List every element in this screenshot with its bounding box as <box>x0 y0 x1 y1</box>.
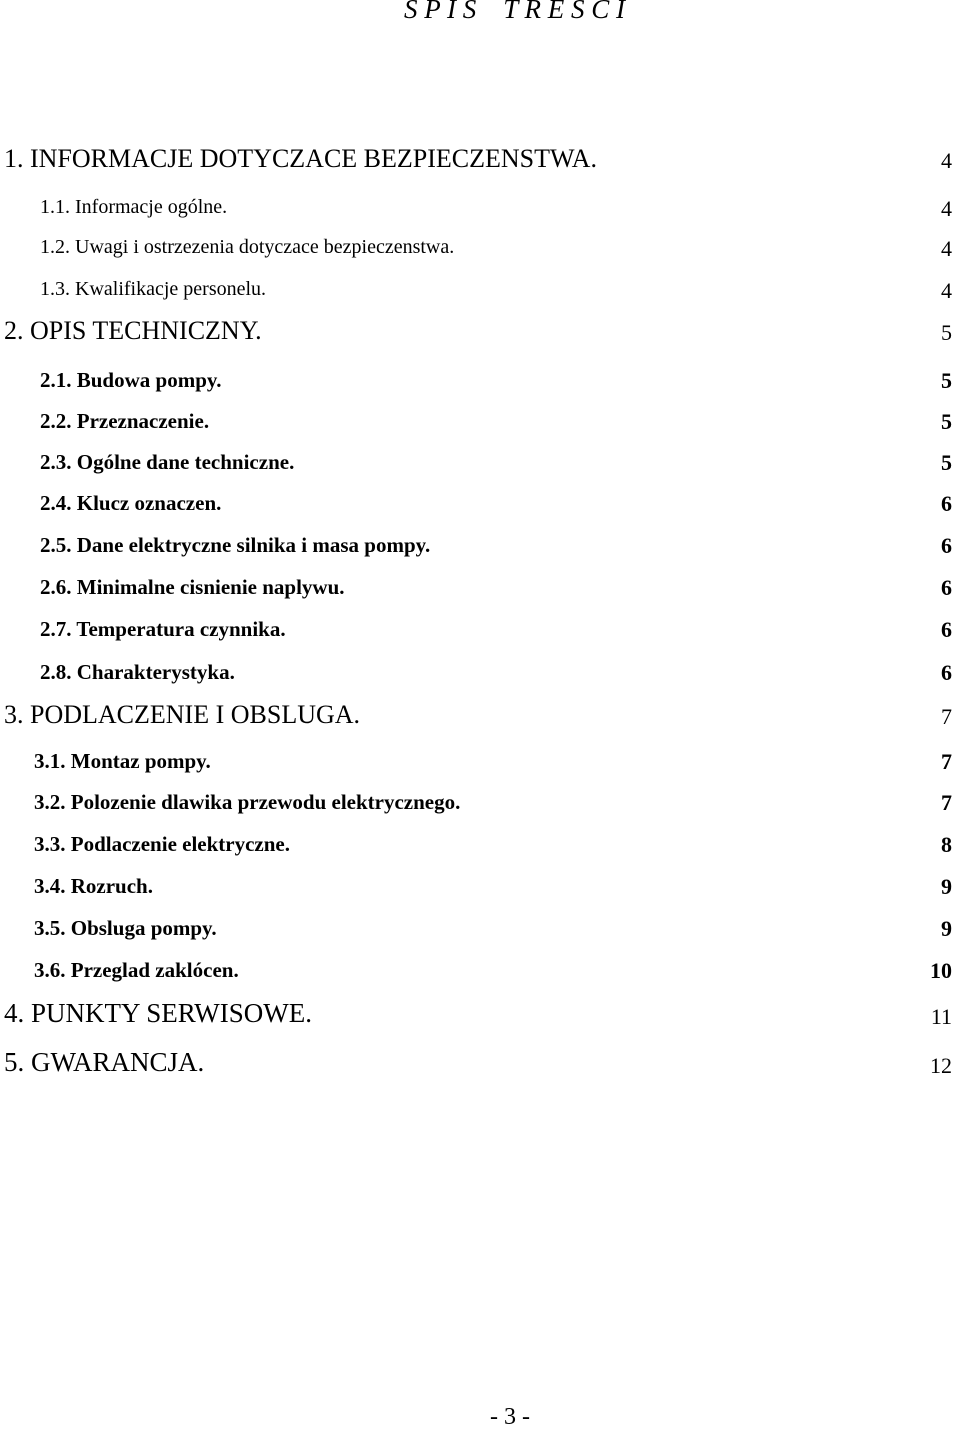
toc-entry-label: 4. PUNKTY SERWISOWE. <box>4 998 312 1028</box>
toc-entry-page: 6 <box>941 575 952 600</box>
toc-entry-page: 7 <box>941 790 952 815</box>
toc-entry-page: 8 <box>941 832 952 857</box>
toc-entry-page: 11 <box>930 1004 952 1029</box>
toc-entry-1[interactable] <box>0 144 960 184</box>
toc-entry-label: 2.3. Ogólne dane techniczne. <box>40 450 295 474</box>
toc-entry-1-2[interactable] <box>0 236 960 276</box>
toc-entry-label: 3.2. Polozenie dlawika przewodu elektrycznego. <box>34 790 461 814</box>
toc-entry-label: 3.1. Montaz pompy. <box>34 749 211 773</box>
toc-entry-page: 6 <box>941 660 952 685</box>
toc-entry-label: 3.6. Przeglad zaklócen. <box>34 958 239 982</box>
toc-entry-page: 5 <box>941 409 952 434</box>
toc-entry-label: 1.3. Kwalifikacje personelu. <box>40 278 267 300</box>
toc-entry-page: 9 <box>941 916 952 941</box>
toc-entry-page: 5 <box>941 368 952 393</box>
toc-entry-3-5[interactable] <box>0 916 960 956</box>
page-number: - 3 - <box>490 1404 530 1430</box>
toc-entry-page: 10 <box>930 958 952 983</box>
toc-entry-page: 6 <box>941 533 952 558</box>
toc-entry-label: 3.4. Rozruch. <box>34 874 153 898</box>
toc-entry-label: 5. GWARANCJA. <box>4 1047 205 1077</box>
toc-entry-2-3[interactable] <box>0 450 960 490</box>
toc-entry-label: 1.2. Uwagi i ostrzezenia dotyczace bezpieczenstwa. <box>40 236 455 258</box>
toc-title: S P I S T R E S C I <box>404 0 626 24</box>
toc-entry-page: 7 <box>941 704 952 729</box>
toc-entry-4[interactable] <box>0 998 960 1038</box>
toc-entry-label: 1.1. Informacje ogólne. <box>40 196 228 218</box>
toc-entry-page: 9 <box>941 874 952 899</box>
toc-entry-page: 5 <box>941 320 952 345</box>
toc-entry-1-1[interactable] <box>0 196 960 236</box>
toc-entry-page: 6 <box>941 617 952 642</box>
toc-entry-page: 4 <box>941 278 952 303</box>
toc-entry-label: 2.5. Dane elektryczne silnika i masa pompy. <box>40 533 431 557</box>
toc-entry-page: 4 <box>941 196 952 221</box>
toc-entry-page: 12 <box>930 1053 952 1078</box>
toc-entry-label: 2.4. Klucz oznaczen. <box>40 491 222 515</box>
toc-entry-page: 4 <box>941 148 952 173</box>
toc-entry-label: 2.8. Charakterystyka. <box>40 660 235 684</box>
toc-entry-label: 3.5. Obsluga pompy. <box>34 916 217 940</box>
toc-entry-3-6[interactable] <box>0 958 960 998</box>
toc-entry-label: 1. INFORMACJE DOTYCZACE BEZPIECZENSTWA. <box>4 144 597 173</box>
toc-entry-3-3[interactable] <box>0 832 960 872</box>
toc-entry-2-2[interactable] <box>0 409 960 449</box>
toc-entry-2-1[interactable] <box>0 368 960 408</box>
toc-entry-label: 2.6. Minimalne cisnienie naplywu. <box>40 575 345 599</box>
toc-entry-label: 2.7. Temperatura czynnika. <box>40 617 286 641</box>
toc-entry-label: 2.1. Budowa pompy. <box>40 368 222 392</box>
toc-entry-label: 3.3. Podlaczenie elektryczne. <box>34 832 290 856</box>
toc-entry-2-4[interactable] <box>0 491 960 531</box>
toc-entry-page: 4 <box>941 236 952 261</box>
toc-entry-3[interactable] <box>0 700 960 740</box>
toc-entry-5[interactable] <box>0 1047 960 1087</box>
toc-entry-3-4[interactable] <box>0 874 960 914</box>
toc-entry-2[interactable] <box>0 316 960 356</box>
toc-entry-1-3[interactable] <box>0 278 960 318</box>
toc-entry-label: 3. PODLACZENIE I OBSLUGA. <box>4 700 361 729</box>
toc-entry-label: 2. OPIS TECHNICZNY. <box>4 316 262 345</box>
toc-entry-page: 7 <box>941 749 952 774</box>
toc-entry-page: 5 <box>941 450 952 475</box>
toc-entry-3-1[interactable] <box>0 749 960 789</box>
toc-entry-3-2[interactable] <box>0 790 960 830</box>
toc-entry-2-8[interactable] <box>0 660 960 700</box>
toc-entry-2-6[interactable] <box>0 575 960 615</box>
toc-entry-page: 6 <box>941 491 952 516</box>
toc-entry-2-7[interactable] <box>0 617 960 657</box>
toc-entry-2-5[interactable] <box>0 533 960 573</box>
toc-entry-label: 2.2. Przeznaczenie. <box>40 409 210 433</box>
